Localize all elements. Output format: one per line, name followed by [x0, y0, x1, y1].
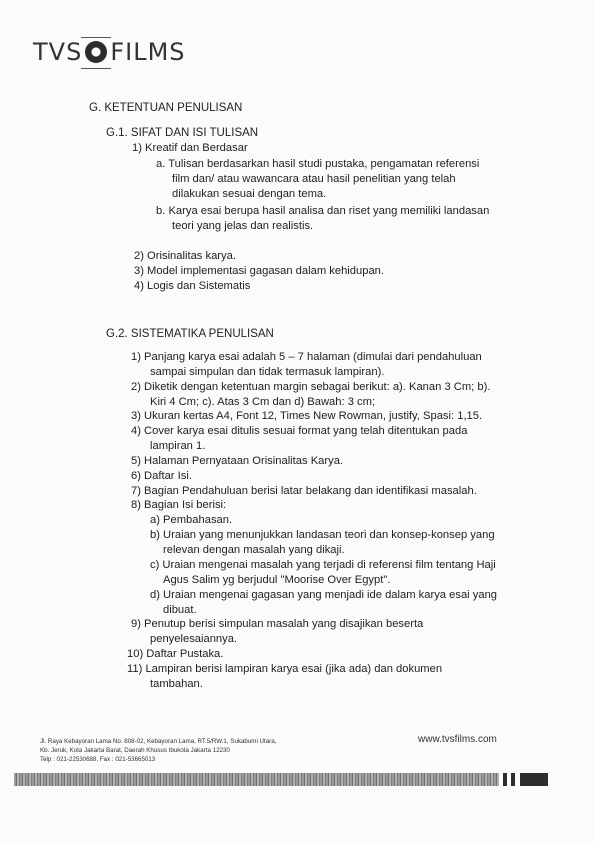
footer-bar-end-block: [520, 773, 548, 786]
section-title: G. KETENTUAN PENULISAN: [89, 102, 243, 114]
footer-address-line: Jl. Raya Kebayoran Lama No. 808-02, Kebayoran Lama, RT.5/RW.1, Sukabumi Utara,: [40, 738, 277, 745]
g2-line: 9) Penutup berisi simpulan masalah yang disajikan beserta: [131, 618, 424, 630]
g2-line: 8) Bagian Isi berisi:: [131, 499, 227, 511]
g1-item-3: 3) Model implementasi gagasan dalam kehidupan.: [134, 265, 385, 277]
g1-item-4: 4) Logis dan Sistematis: [134, 280, 251, 292]
footer-address: [40, 737, 276, 764]
logo-text-right: FILMS: [110, 38, 186, 66]
g2-title: G.2. SISTEMATIKA PENULISAN: [106, 328, 274, 340]
g2-line: Kiri 4 Cm; c). Atas 3 Cm dan d) Bawah: 3 cm;: [150, 396, 376, 408]
g2-line: 3) Ukuran kertas A4, Font 12, Times New Rowman, justify, Spasi: 1,15.: [131, 410, 483, 422]
g2-line: 5) Halaman Pernyataan Orisinalitas Karya.: [131, 455, 344, 467]
footer-decorative-bar: [14, 773, 499, 786]
footer-bar-slash: [503, 773, 507, 786]
g2-line: 6) Daftar Isi.: [131, 470, 192, 482]
g1-item-1a-line1: a. Tulisan berdasarkan hasil studi pustaka, pengamatan referensi: [156, 158, 480, 170]
g2-line: sampai simpulan dan tidak termasuk lampiran).: [150, 366, 385, 378]
logo-film-reel-icon: [85, 41, 107, 63]
g2-line: dibuat.: [163, 604, 197, 616]
g2-line: d) Uraian mengenai gagasan yang menjadi ide dalam karya esai yang: [150, 589, 498, 601]
g1-title: G.1. SIFAT DAN ISI TULISAN: [106, 127, 259, 139]
g1-item-1b-line1: b. Karya esai berupa hasil analisa dan riset yang memiliki landasan: [156, 205, 490, 217]
g2-line: 1) Panjang karya esai adalah 5 – 7 halaman (dimulai dari pendahuluan: [131, 351, 482, 363]
g2-line: 2) Diketik dengan ketentuan margin sebagai berikut: a). Kanan 3 Cm; b).: [131, 381, 491, 393]
g2-line: penyelesaiannya.: [150, 633, 238, 645]
g2-line: 7) Bagian Pendahuluan berisi latar belakang dan identifikasi masalah.: [131, 485, 477, 497]
footer-bar-slash: [511, 773, 515, 786]
g1-item-1a-line3: dilakukan sesuai dengan tema.: [172, 188, 327, 200]
g1-item-2: 2) Orisinalitas karya.: [134, 250, 236, 262]
g1-item-1b-line2: teori yang jelas dan realistis.: [172, 220, 314, 232]
g2-line: b) Uraian yang menunjukkan landasan teori dan konsep-konsep yang: [150, 529, 495, 541]
footer-phone: Telp : 021-22530688, Fax : 021-53665013: [40, 756, 156, 763]
company-logo: [33, 38, 186, 66]
g2-line: Agus Salim yg berjudul "Moorise Over Egypt".: [163, 574, 391, 586]
g2-line: tambahan.: [150, 678, 203, 690]
g2-line: 11) Lampiran berisi lampiran karya esai (jika ada) dan dokumen: [127, 663, 443, 675]
g2-line: 10) Daftar Pustaka.: [127, 648, 224, 660]
g1-item-1: 1) Kreatif dan Berdasar: [132, 142, 248, 154]
logo-text-left: TVS: [33, 38, 83, 66]
g2-line: 4) Cover karya esai ditulis sesuai format yang telah ditentukan pada: [131, 425, 468, 437]
footer-website: www.tvsfilms.com: [418, 734, 497, 745]
g2-line: relevan dengan masalah yang dikaji.: [163, 544, 345, 556]
g2-line: c) Uraian mengenai masalah yang terjadi di referensi film tentang Haji: [150, 559, 496, 571]
g2-line: lampiran 1.: [150, 440, 206, 452]
g2-line: a) Pembahasan.: [150, 514, 233, 526]
g1-item-1a-line2: film dan/ atau wawancara atau hasil penelitian yang telah: [172, 173, 456, 185]
footer-address-line: Kb. Jeruk, Kota Jakarta Barat, Daerah Khusus Ibukota Jakarta 12230: [40, 747, 230, 754]
